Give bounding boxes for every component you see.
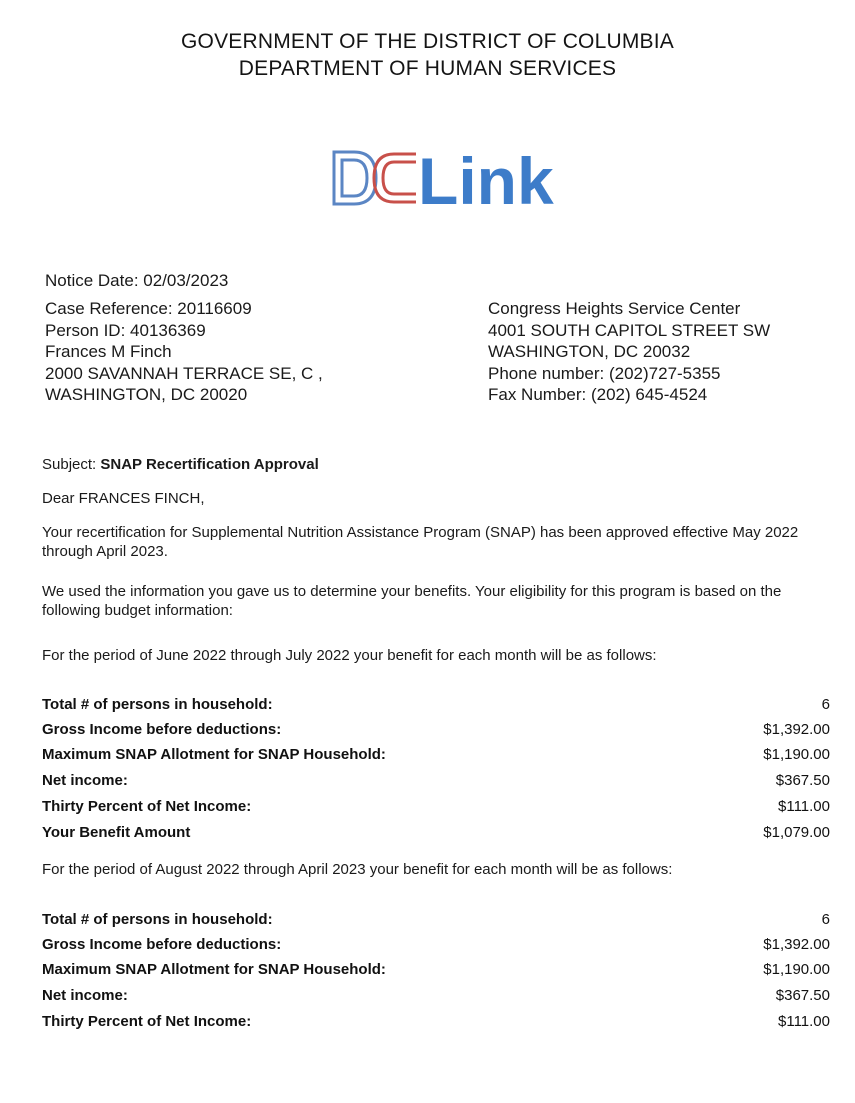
header-department: DEPARTMENT OF HUMAN SERVICES <box>238 57 617 80</box>
budget-label: Maximum SNAP Allotment for SNAP Household: <box>42 961 386 978</box>
budget-row <box>42 985 830 1006</box>
budget-label: Net income: <box>42 987 128 1004</box>
budget-row <box>42 1011 830 1032</box>
subject-prefix: Subject: <box>42 456 101 473</box>
logo-link-text: Link <box>418 144 554 215</box>
budget-row <box>42 959 830 980</box>
budget-row <box>42 770 830 791</box>
budget-row <box>42 694 830 715</box>
budget-value: $367.50 <box>775 772 830 789</box>
budget-value: $1,079.00 <box>763 824 830 841</box>
service-center-address-line1: 4001 SOUTH CAPITOL STREET SW <box>488 320 771 340</box>
letter-paragraph-2: We used the information you gave us to determine your benefits. Your eligibility for this program is based on the following budget information: <box>42 583 782 619</box>
period1-intro: For the period of June 2022 through July 2022 your benefit for each month will be as follows: <box>42 647 657 664</box>
budget-value: 6 <box>821 911 830 928</box>
service-center-phone: Phone number: (202)727-5355 <box>488 363 721 383</box>
budget-label: Maximum SNAP Allotment for SNAP Household: <box>42 746 386 763</box>
budget-value: $1,190.00 <box>763 746 830 763</box>
budget-row <box>42 934 830 955</box>
budget-label: Gross Income before deductions: <box>42 936 282 953</box>
recipient-name: Frances M Finch <box>45 342 172 361</box>
budget-value: $111.00 <box>778 1013 830 1030</box>
recipient-address-line2: WASHINGTON, DC 20020 <box>45 385 248 404</box>
budget-row <box>42 909 830 930</box>
budget-label: Net income: <box>42 772 128 789</box>
service-center-address-line2: WASHINGTON, DC 20032 <box>488 342 691 361</box>
letter-subject <box>42 455 832 474</box>
budget-label: Total # of persons in household: <box>42 696 273 713</box>
budget-row <box>42 796 830 817</box>
dclink-logo-mark <box>330 140 575 215</box>
budget-value: 6 <box>821 696 830 713</box>
budget-value: $111.00 <box>778 798 830 815</box>
subject-text: SNAP Recertification Approval <box>100 456 319 473</box>
service-center-block <box>488 298 770 406</box>
case-reference: Case Reference: 20116609 <box>45 299 252 318</box>
budget-label: Total # of persons in household: <box>42 911 273 928</box>
budget-value: $1,392.00 <box>763 936 830 953</box>
budget-label: Thirty Percent of Net Income: <box>42 798 252 815</box>
header-government: GOVERNMENT OF THE DISTRICT OF COLUMBIA <box>181 30 674 53</box>
budget-value: $1,392.00 <box>763 721 830 738</box>
person-id: Person ID: 40136369 <box>45 320 206 340</box>
budget-label: Thirty Percent of Net Income: <box>42 1013 252 1030</box>
budget-row <box>42 719 830 740</box>
recipient-address-line1: 2000 SAVANNAH TERRACE SE, C , <box>45 363 323 383</box>
service-center-name: Congress Heights Service Center <box>488 299 741 318</box>
period2-intro: For the period of August 2022 through April 2023 your benefit for each month will be as follows: <box>42 861 673 878</box>
budget-row <box>42 744 830 765</box>
budget-value: $367.50 <box>775 987 830 1004</box>
budget-row-benefit-amount <box>42 822 830 843</box>
service-center-fax: Fax Number: (202) 645-4524 <box>488 385 708 404</box>
notice-date: Notice Date: 02/03/2023 <box>45 271 229 290</box>
budget-label: Your Benefit Amount <box>42 824 191 841</box>
dclink-logo <box>330 140 575 215</box>
budget-label: Gross Income before deductions: <box>42 721 282 738</box>
budget-value: $1,190.00 <box>763 961 830 978</box>
letter-greeting: Dear FRANCES FINCH, <box>42 490 205 507</box>
recipient-block <box>45 298 323 406</box>
letter-paragraph-1: Your recertification for Supplemental Nutrition Assistance Program (SNAP) has been approved effective May 2022 through April 2023. <box>42 524 799 560</box>
